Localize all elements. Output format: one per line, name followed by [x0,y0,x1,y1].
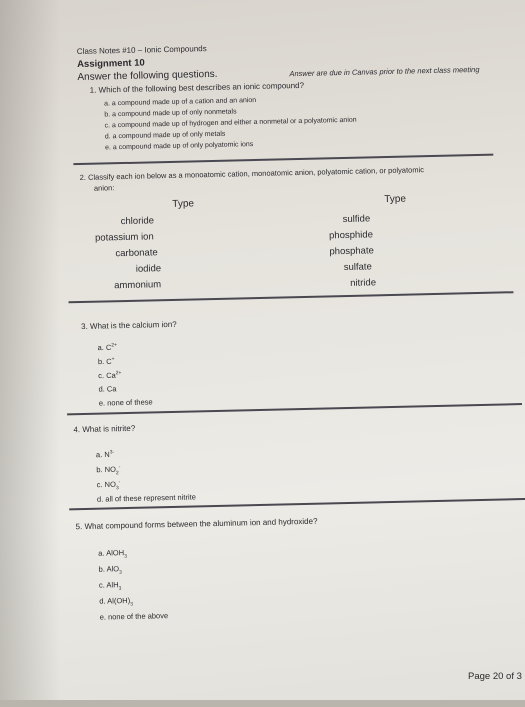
q2-prompt-line1: 2. Classify each ion below as a monoatomic cation, monoatomic anion, polyatomic cation, or polyatomic [79,165,425,183]
ion-iodide: iodide [135,263,162,275]
q1-option-c: c. a compound made up of hydrogen and either a nonmetal or a polyatomic anion [104,116,357,130]
answer-instruction: Answer the following questions. [77,68,218,84]
q3-option-a: a. $C^{2+}$ [97,342,118,353]
q1-option-b: b. a compound made up of only nonmetals [104,108,237,119]
q5-option-b: b. AlO$_3$ [98,564,122,576]
q1-option-e: e. a compound made up of only polyatomic ions [104,141,254,152]
q3-option-d: d. Ca [98,384,117,394]
q3-option-e: e. none of these [98,397,153,408]
q2-type-header-left: Type [172,198,195,210]
q2-type-header-right: Type [384,193,407,206]
due-note: Answer are due in Canvas prior to the next class meeting [289,64,480,79]
q1-divider [73,154,493,165]
q4-option-c: c. $NO_3^-$ [96,479,121,492]
ion-sulfide: sulfide [342,213,371,226]
ion-chloride: chloride [120,215,155,228]
q5-prompt: 5. What compound forms between the aluminum ion and hydroxide? [75,516,318,532]
q5-option-c: c. AlH$_3$ [98,580,122,592]
class-notes-title: Class Notes #10 – Ionic Compounds [76,44,207,57]
q4-prompt: 4. What is nitrite? [73,423,136,435]
ion-carbonate: carbonate [115,247,158,260]
q1-option-a: a. a compound made up of a cation and an anion [103,96,257,108]
assignment-label: Assignment 10 [77,57,145,71]
q2-prompt-line2: anion: [93,183,115,193]
ion-phosphate: phosphate [329,245,374,258]
q2-divider [69,291,514,303]
ion-nitride: nitride [350,277,377,289]
q1-option-d: d. a compound made up of only metals [104,130,226,141]
q1-prompt: 1. Which of the following best describes an ionic compound? [89,80,305,95]
q5-option-e: e. none of the above [99,611,169,622]
q5-option-a: a. AlOH$_3$ [98,548,128,560]
ion-ammonium: ammonium [114,279,162,292]
q4-option-a: a. $N^{3-}$ [95,449,115,460]
ion-sulfate: sulfate [343,261,372,274]
ion-phosphide: phosphide [328,229,374,242]
page-number: Page 20 of 3 [468,671,522,682]
q5-option-d: d. $Al(OH)_3$ [99,595,134,608]
ion-potassium: potassium ion [94,231,154,244]
q4-option-d: d. all of these represent nitrite [96,492,196,504]
q3-option-c: c. $Ca^{2+}$ [98,370,122,381]
q4-option-b: b. $NO_2^-$ [96,464,121,477]
q3-prompt: 3. What is the calcium ion? [80,319,177,332]
q3-option-b: b. C+ [97,356,115,367]
